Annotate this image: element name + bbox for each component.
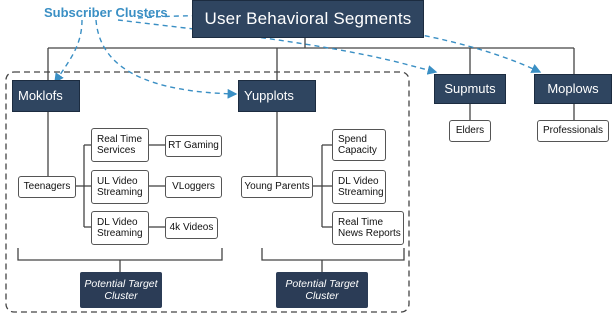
group-young-parents: Young Parents xyxy=(241,176,313,198)
segment-supmuts: Supmuts xyxy=(434,74,506,104)
right-connectors xyxy=(470,104,574,120)
service-ul-video-streaming: UL Video Streaming xyxy=(91,170,149,204)
segment-yupplots: Yupplots xyxy=(238,80,316,112)
target-cluster-moklofs: Potential Target Cluster xyxy=(80,272,162,308)
leaf-vloggers: VLoggers xyxy=(165,176,222,198)
group-professionals: Professionals xyxy=(537,120,609,142)
target-cluster-yupplots: Potential Target Cluster xyxy=(276,272,368,308)
leaf-4k-videos: 4k Videos xyxy=(165,217,218,239)
segment-moklofs: Moklofs xyxy=(12,80,80,112)
segment-moplows: Moplows xyxy=(534,74,612,104)
yupplots-connectors xyxy=(277,112,332,227)
service-spend-capacity: Spend Capacity xyxy=(332,129,386,161)
subscriber-clusters-callout: Subscriber Clusters xyxy=(44,5,168,20)
cluster-brackets xyxy=(18,248,404,272)
group-teenagers: Teenagers xyxy=(18,176,76,198)
service-dl-video-streaming-yupplots: DL Video Streaming xyxy=(332,170,386,204)
leaf-rt-gaming: RT Gaming xyxy=(165,135,222,157)
service-real-time-services: Real Time Services xyxy=(91,128,149,162)
root-node: User Behavioral Segments xyxy=(192,0,424,38)
service-real-time-news-reports: Real Time News Reports xyxy=(332,211,404,245)
service-dl-video-streaming-moklofs: DL Video Streaming xyxy=(91,211,149,245)
group-elders: Elders xyxy=(449,120,491,142)
